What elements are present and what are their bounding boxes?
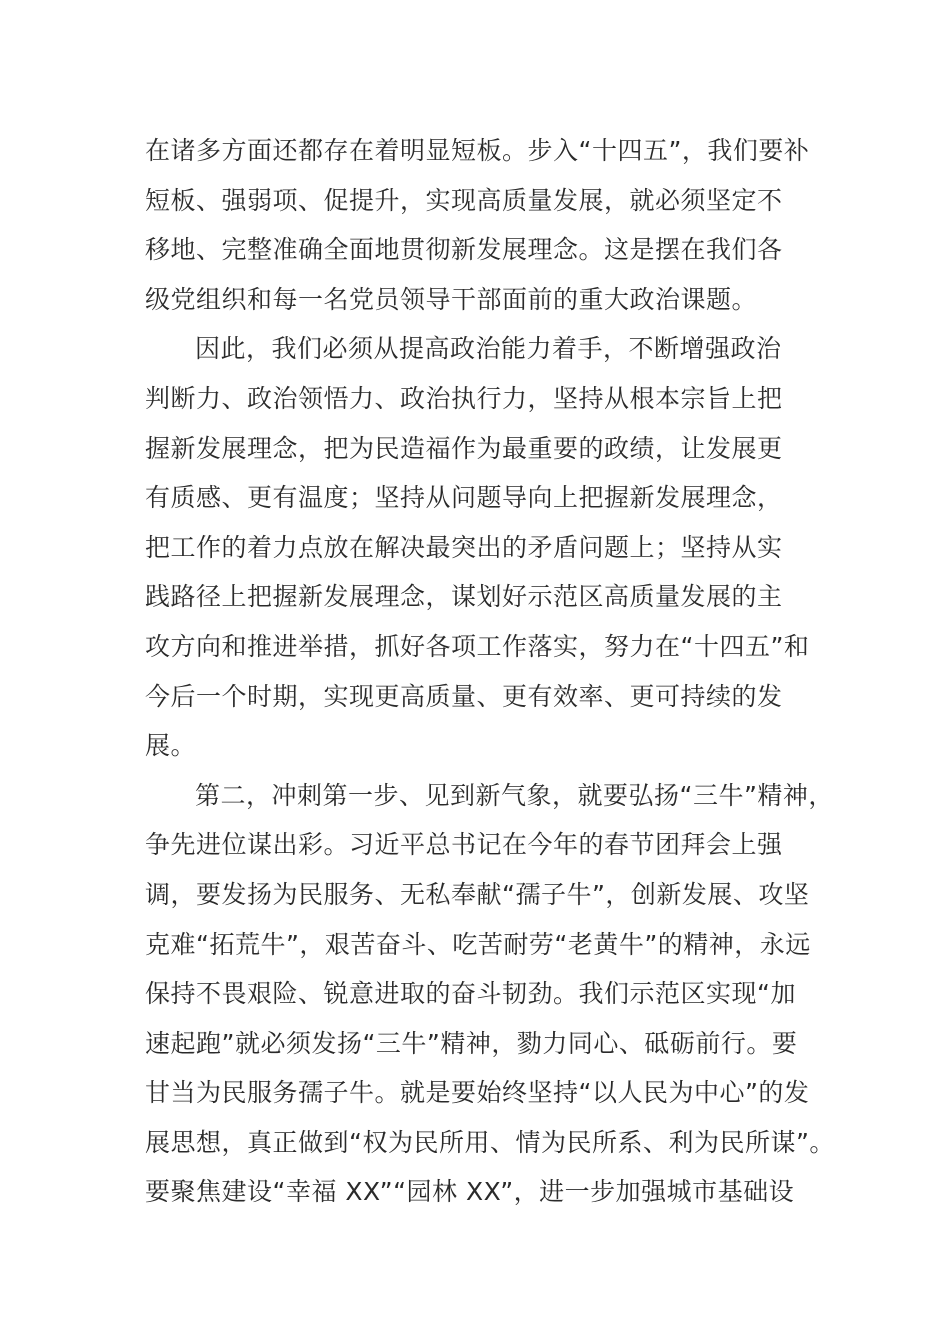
text-line: 调，要发扬为民服务、无私奉献“孺子牛”，创新发展、攻坚: [145, 879, 810, 909]
text-line: 有质感、更有温度；坚持从问题导向上把握新发展理念，: [145, 483, 783, 513]
text-line: 保持不畏艰险、锐意进取的奋斗韧劲。我们示范区实现“加: [145, 979, 796, 1009]
text-line: 争先进位谋出彩。习近平总书记在今年的春节团拜会上强: [145, 830, 783, 860]
text-line: 短板、强弱项、促提升，实现高质量发展，就必须坚定不: [145, 185, 783, 215]
text-line: 克难“拓荒牛”，艰苦奋斗、吃苦耐劳“老黄牛”的精神，永远: [145, 929, 811, 959]
text-line: 把工作的着力点放在解决最突出的矛盾问题上；坚持从实: [145, 532, 783, 562]
text-line: 握新发展理念，把为民造福作为最重要的政绩，让发展更: [145, 433, 783, 463]
paragraph-start-line: 因此，我们必须从提高政治能力着手，不断增强政治: [195, 334, 782, 364]
text-line: 甘当为民服务孺子牛。就是要始终坚持“以人民为中心”的发: [145, 1078, 810, 1108]
text-line: 展。: [145, 731, 197, 761]
text-line: 判断力、政治领悟力、政治执行力，坚持从根本宗旨上把: [145, 383, 783, 413]
body-text: [145, 126, 845, 1217]
text-line: 级党组织和每一名党员领导干部面前的重大政治课题。: [145, 284, 758, 314]
text-line: 展思想，真正做到“权为民所用、情为民所系、利为民所谋”。: [145, 1127, 835, 1157]
paragraph-start-line: 第二，冲刺第一步、见到新气象，就要弘扬“三牛”精神，: [195, 780, 834, 810]
text-line: 今后一个时期，实现更高质量、更有效率、更可持续的发: [145, 681, 783, 711]
text-line: 在诸多方面还都存在着明显短板。步入“十四五”，我们要补: [145, 136, 810, 165]
text-line: 攻方向和推进举措，抓好各项工作落实，努力在“十四五”和: [145, 631, 810, 661]
text-line: 践路径上把握新发展理念，谋划好示范区高质量发展的主: [145, 582, 783, 612]
text-line: 要聚焦建设“幸福 XX”“园林 XX”，进一步加强城市基础设: [145, 1177, 795, 1207]
text-line: 移地、完整准确全面地贯彻新发展理念。这是摆在我们各: [145, 235, 783, 265]
text-line: 速起跑”就必须发扬“三牛”精神，勠力同心、砥砺前行。要: [145, 1028, 798, 1058]
